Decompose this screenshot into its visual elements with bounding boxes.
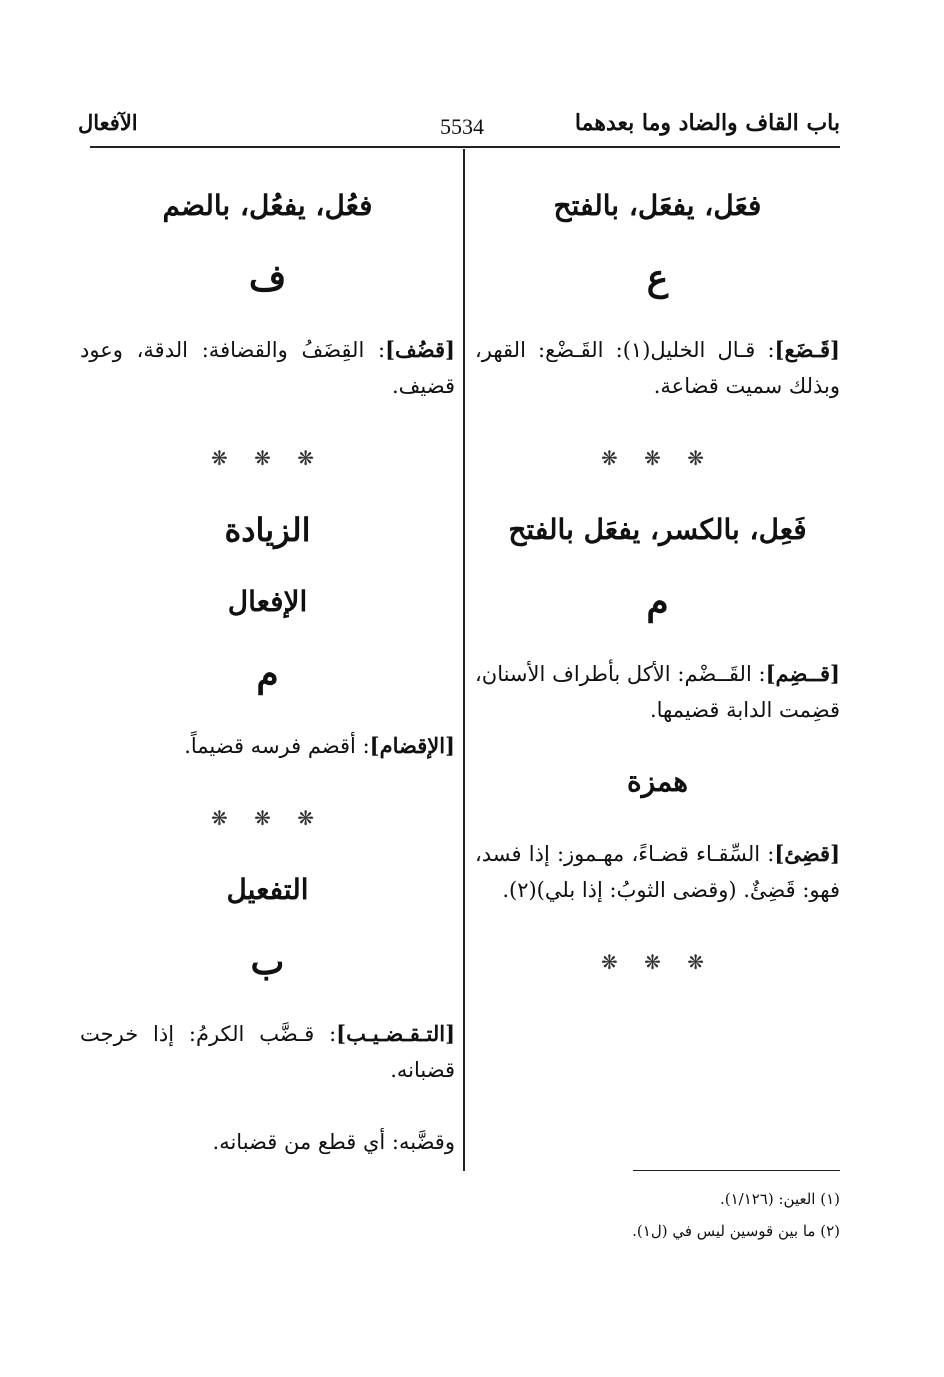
section-heading: الزيادة [224, 511, 311, 549]
section-heading: فَعِل، بالكسر، يفعَل بالفتح [508, 513, 807, 546]
section-heading: فعَل، يفعَل، بالفتح [553, 189, 762, 222]
entry-keyword: [التـقـضـيـب] [336, 1021, 455, 1046]
entry-text: : السِّقـاء قضـاءً، مهـموز: إذا فسد، فهو: قَضِئٌ. (وقضى الثوبُ: إذا بلي)(٢). [475, 842, 840, 902]
entry-keyword: [قَـضَع] [774, 337, 840, 362]
entry-paragraph [80, 998, 455, 1106]
section-heading: همزة [626, 765, 689, 798]
entry-text: : القِضَفُ والقضافة: الدقة، وعود قضيف. [80, 338, 455, 398]
running-head-right: باب القاف والضاد وما بعدهما [574, 110, 840, 136]
entry-paragraph [475, 314, 840, 422]
entry-keyword: [قــضِم] [765, 661, 840, 686]
entry-text: : قـضَّب الكرمُ: إذا خرجت قضبانه. [80, 1022, 455, 1082]
entry-text: : قـال الخليل(١): القَـضْع: القهر، وبذلك سميت قضاعة. [475, 338, 840, 398]
entry-keyword: [قضِئ] [774, 841, 840, 866]
section-heading: التفعيل [226, 873, 309, 906]
letter-heading: ب [250, 941, 285, 983]
entry-keyword: [قضُف] [385, 337, 455, 362]
section-heading: الإفعال [227, 585, 308, 618]
footnotes [440, 1183, 840, 1247]
entry-paragraph [475, 638, 840, 746]
column-divider [463, 149, 465, 1171]
footnote: (١) العين: (١/١٢٦). [719, 1190, 840, 1208]
separator-stars: ❋ ❋ ❋ [211, 806, 324, 830]
separator-stars: ❋ ❋ ❋ [601, 950, 714, 974]
page-number: 5534 [440, 114, 484, 139]
running-head-left: الآفعال [78, 110, 138, 135]
entry-text: : القَــضْم: الأكل بأطراف الأسنان، قضِمت الدابة قضيمها. [475, 662, 840, 722]
footnote: (٢) ما بين قوسين ليس في (ل١). [632, 1222, 840, 1240]
entry-keyword: [الإقضام] [369, 733, 455, 758]
entry-paragraph [80, 710, 455, 782]
entry-text: : أقضم فرسه قضيماً. [184, 734, 370, 758]
section-heading: فعُل، يفعُل، بالضم [162, 189, 373, 222]
header-rule [90, 146, 840, 148]
letter-heading: ف [248, 257, 287, 299]
letter-heading: ع [646, 257, 669, 299]
separator-stars: ❋ ❋ ❋ [601, 446, 714, 470]
footnote-rule [633, 1170, 840, 1171]
entry-text: وقضَّبه: أي قطع من قضبانه. [212, 1130, 455, 1154]
letter-heading: م [256, 653, 279, 695]
separator-stars: ❋ ❋ ❋ [211, 446, 324, 470]
entry-paragraph [475, 818, 840, 926]
entry-paragraph [80, 314, 455, 422]
letter-heading: م [646, 581, 669, 623]
left-column [80, 170, 455, 1178]
right-column [475, 170, 840, 998]
entry-paragraph [80, 1106, 455, 1178]
